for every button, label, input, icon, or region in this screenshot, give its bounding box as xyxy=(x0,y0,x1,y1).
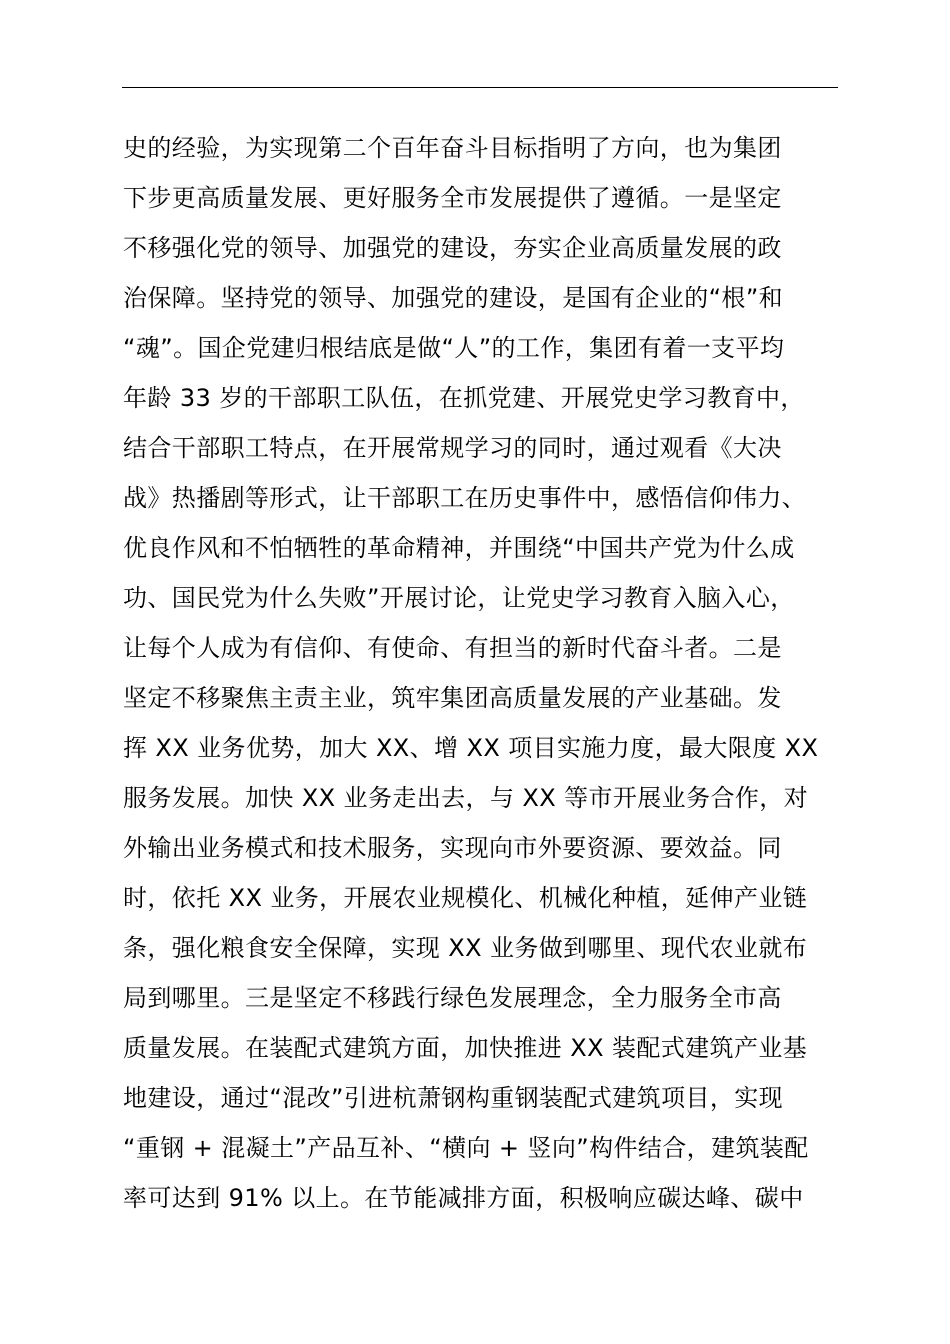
body-line: 服务发展。加快 XX 业务走出去，与 XX 等市开展业务合作，对 xyxy=(123,784,809,812)
body-line: 时，依托 XX 业务，开展农业规模化、机械化种植，延伸产业链 xyxy=(123,884,808,912)
body-line: 坚定不移聚焦主责主业，筑牢集团高质量发展的产业基础。发 xyxy=(123,684,782,712)
body-line: 治保障。坚持党的领导、加强党的建设，是国有企业的“根”和 xyxy=(123,284,784,312)
body-line: 局到哪里。三是坚定不移践行绿色发展理念，全力服务全市高 xyxy=(123,984,782,1012)
body-line: 史的经验，为实现第二个百年奋斗目标指明了方向，也为集团 xyxy=(123,134,782,162)
body-line: 优良作风和不怕牺牲的革命精神，并围绕“中国共产党为什么成 xyxy=(123,534,795,562)
body-line: 地建设，通过“混改”引进杭萧钢构重钢装配式建筑项目，实现 xyxy=(123,1084,784,1112)
body-line: 外输出业务模式和技术服务，实现向市外要资源、要效益。同 xyxy=(123,834,782,862)
body-line: 不移强化党的领导、加强党的建设，夯实企业高质量发展的政 xyxy=(123,234,782,262)
body-line: 率可达到 91% 以上。在节能减排方面，积极响应碳达峰、碳中 xyxy=(123,1184,804,1212)
body-line: 质量发展。在装配式建筑方面，加快推进 XX 装配式建筑产业基 xyxy=(123,1034,808,1062)
body-line: 让每个人成为有信仰、有使命、有担当的新时代奋斗者。二是 xyxy=(123,634,782,662)
body-line: 功、国民党为什么失败”开展讨论，让党史学习教育入脑入心， xyxy=(123,584,795,612)
body-line: 战》热播剧等形式，让干部职工在历史事件中，感悟信仰伟力、 xyxy=(123,484,807,512)
body-line: “魂”。国企党建归根结底是做“人”的工作，集团有着一支平均 xyxy=(123,334,785,362)
body-line: 挥 XX 业务优势，加大 XX、增 XX 项目实施力度，最大限度 XX xyxy=(123,734,819,762)
body-line: “重钢 + 混凝土”产品互补、“横向 + 竖向”构件结合，建筑装配 xyxy=(123,1134,809,1162)
body-line: 结合干部职工特点，在开展常规学习的同时，通过观看《大决 xyxy=(123,434,782,462)
body-line: 下步更高质量发展、更好服务全市发展提供了遵循。一是坚定 xyxy=(123,184,782,212)
body-line: 年龄 33 岁的干部职工队伍，在抓党建、开展党史学习教育中， xyxy=(123,384,805,412)
body-line: 条，强化粮食安全保障，实现 XX 业务做到哪里、现代农业就布 xyxy=(123,934,808,962)
header-rule xyxy=(122,87,838,88)
